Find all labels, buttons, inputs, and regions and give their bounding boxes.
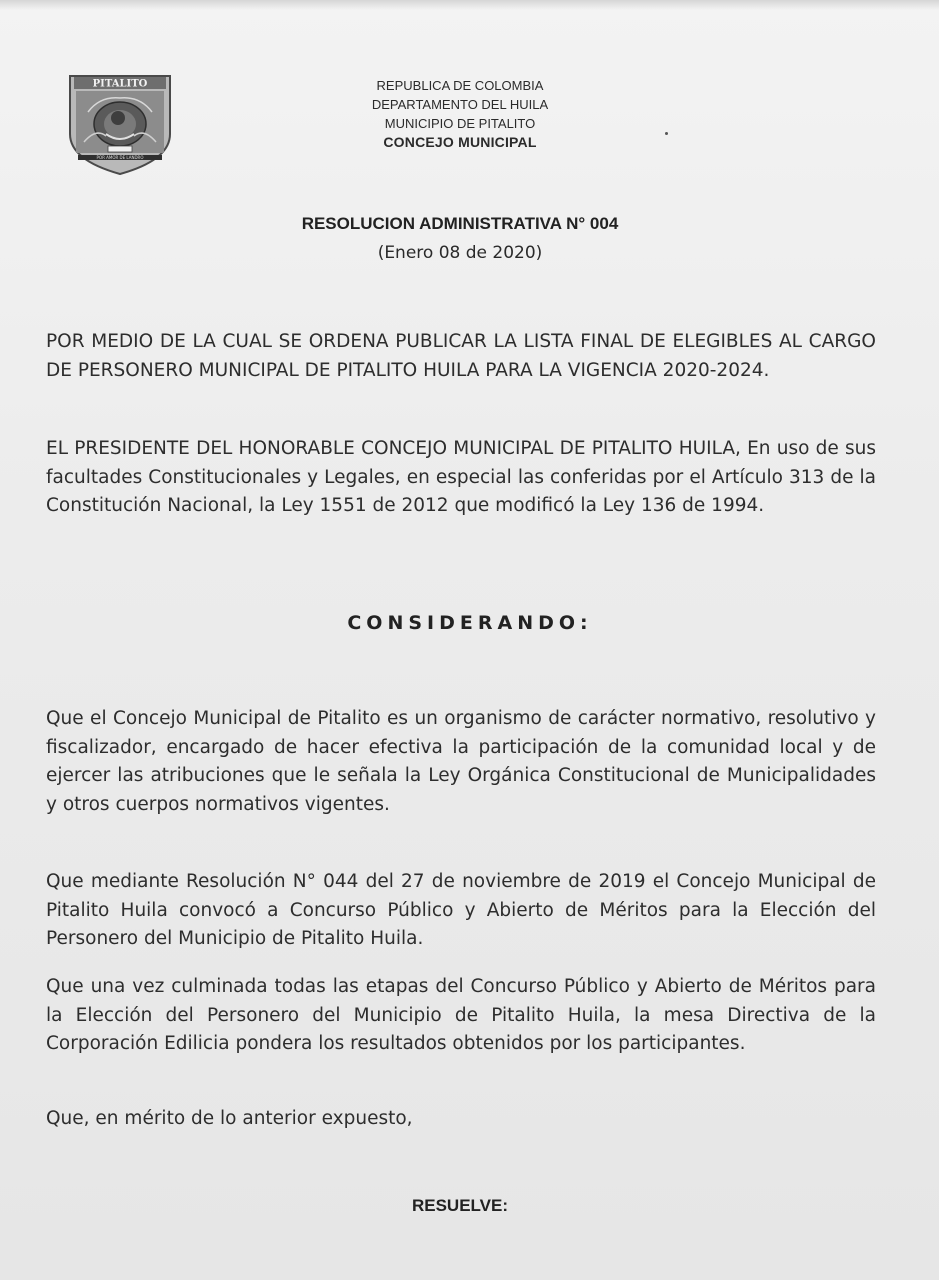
emblem-banner-text: PITALITO (92, 78, 148, 90)
header-municipality: MUNICIPIO DE PITALITO (384, 116, 536, 131)
header-council: CONCEJO MUNICIPAL (383, 134, 537, 150)
page-top-shadow (0, 0, 939, 10)
considerando-paragraph-4: Que, en mérito de lo anterior expuesto, (46, 1108, 413, 1129)
header-country: REPUBLICA DE COLOMBIA (376, 78, 544, 93)
resuelve-heading: RESUELVE: (411, 1196, 509, 1215)
document-header (300, 76, 620, 152)
pitalito-shield-logo (66, 72, 174, 176)
resolution-date: (Enero 08 de 2020) (377, 243, 543, 263)
considerando-paragraph-3: Que una vez culminada todas las etapas del Concurso Público y Abierto de Méritos para la Elección del Personero del Municipio de Pitalito Huila, la mesa Directiva de la Corporación Edilicia pondera los resultados obtenidos por los participantes. (46, 976, 876, 1054)
considerando-paragraph-2: Que mediante Resolución N° 044 del 27 de noviembre de 2019 el Concejo Municipal de Pitalito Huila convocó a Concurso Público y Abierto de Méritos para la Elección del Personero del Municipio de Pitalito Huila. (46, 871, 876, 949)
considerando-paragraph-1: Que el Concejo Municipal de Pitalito es un organismo de carácter normativo, resolutivo y fiscalizador, encargado de hacer efectiva la participación de la comunidad local y de ejercer las atribuciones que le señala la Ley Orgánica Constitucional de Municipalidades y otros cuerpos normativos vigentes. (46, 708, 876, 815)
considerando-heading: CONSIDERANDO: (347, 612, 593, 634)
paper-speck (665, 132, 668, 135)
resolution-preamble: EL PRESIDENTE DEL HONORABLE CONCEJO MUNICIPAL DE PITALITO HUILA, En uso de sus facultades Constitucionales y Legales, en especial las conferidas por el Artículo 313 de la Constitución Nacional, la Ley 1551 de 2012 que modificó la Ley 136 de 1994. (46, 438, 876, 516)
resolution-purpose: POR MEDIO DE LA CUAL SE ORDENA PUBLICAR LA LISTA FINAL DE ELEGIBLES AL CARGO DE PERSONERO MUNICIPAL DE PITALITO HUILA PARA LA VIGENCIA 2020-2024. (46, 331, 876, 381)
resolution-title: RESOLUCION ADMINISTRATIVA N° 004 (301, 214, 619, 233)
header-department: DEPARTAMENTO DEL HUILA (371, 97, 549, 112)
emblem-motto-text: POR AMOR DE LANDRO (96, 155, 144, 161)
